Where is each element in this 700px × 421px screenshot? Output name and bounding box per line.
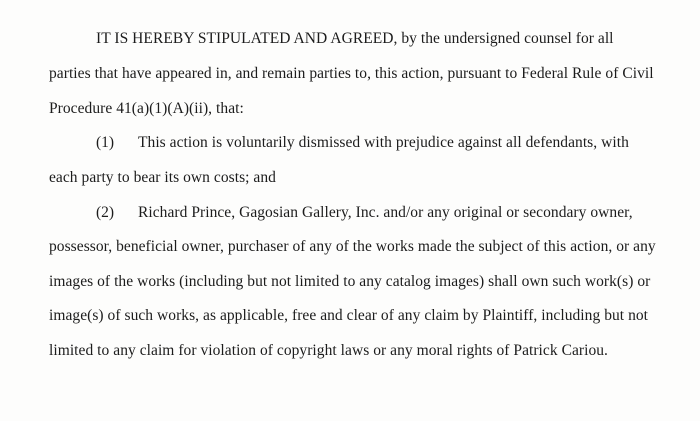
item1-line1: This action is voluntarily dismissed with prejudice against all defendants, with: [138, 134, 629, 151]
item2-line3: images of the works (including but not limited to any catalog images) shall own such work(s) or: [49, 273, 651, 290]
item2-line4: image(s) of such works, as applicable, free and clear of any claim by Plaintiff, including but not: [49, 307, 649, 324]
item1-line2: each party to bear its own costs; and: [49, 169, 276, 186]
item2-line1: Richard Prince, Gagosian Gallery, Inc. and/or any original or secondary owner,: [138, 204, 633, 221]
para1-line3: Procedure 41(a)(1)(A)(ii), that:: [49, 100, 244, 117]
para1-line1: IT IS HEREBY STIPULATED AND AGREED, by the undersigned counsel for all: [96, 30, 614, 47]
item2-number: (2): [96, 204, 115, 221]
item2-line2: possessor, beneficial owner, purchaser of any of the works made the subject of this action, or any: [49, 238, 656, 255]
para1-line2: parties that have appeared in, and remain parties to, this action, pursuant to Federal Rule of Civil: [49, 65, 654, 82]
item1-number: (1): [96, 134, 115, 151]
item2-line5: limited to any claim for violation of copyright laws or any moral rights of Patrick Cariou.: [49, 342, 608, 359]
